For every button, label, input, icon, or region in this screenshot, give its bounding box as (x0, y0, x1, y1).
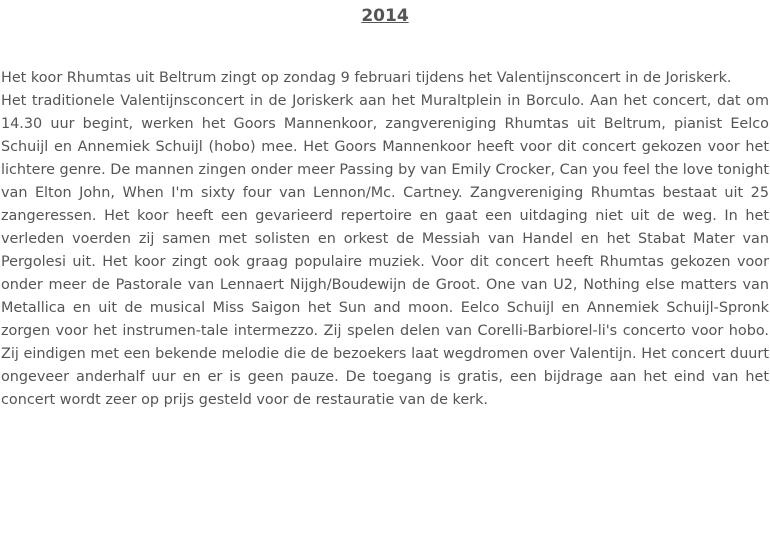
article-intro: Het koor Rhumtas uit Beltrum zingt op zondag 9 februari tijdens het Valentijnsconcert in de Joriskerk. (1, 70, 732, 86)
year-heading: 2014 (361, 6, 409, 26)
article (1, 67, 769, 412)
article-body: Het traditionele Valentijnsconcert in de Joriskerk aan het Muraltplein in Borculo. Aan het concert, dat om 14.30 uur begint, werken het Goors Mannenkoor, zangvereniging Rhumtas uit Beltrum, pianist Eelco Schuijl en Annemiek Schuijl (hobo) mee. Het Goors Mannenkoor heeft voor dit concert gekozen voor het lichtere genre. De mannen zingen onder meer Passing by van Emily Crocker, Can you feel the love tonight van Elton John, When I'm sixty four van Lennon/Mc. Cartney. Zangvereniging Rhumtas bestaat uit 25 zangeressen. Het koor heeft een gevarieerd repertoire en gaat een uitdaging niet uit de weg. In het verleden voerden zij samen met solisten en orkest de Messiah van Handel en het Stabat Mater van Pergolesi uit. Het koor zingt ook graag populaire muziek. Voor dit concert heeft Rhumtas gekozen voor onder meer de Pastorale van Lennaert Nijgh/Boudewijn de Groot. One van U2, Nothing else matters van Metallica en uit de musical Miss Saigon het Sun and moon. Eelco Schuijl en Annemiek Schuijl-Spronk zorgen voor het instrumen-tale intermezzo. Zij spelen delen van Corelli-Barbiorel-li's concerto voor hobo. Zij eindigen met een bekende melodie die de bezoekers laat wegdromen over Valentijn. Het concert duurt ongeveer anderhalf uur en er is geen pauze. De toegang is gratis, een bijdrage aan het eind van het concert wordt zeer op prijs gesteld voor de restauratie van de kerk. (1, 93, 769, 408)
